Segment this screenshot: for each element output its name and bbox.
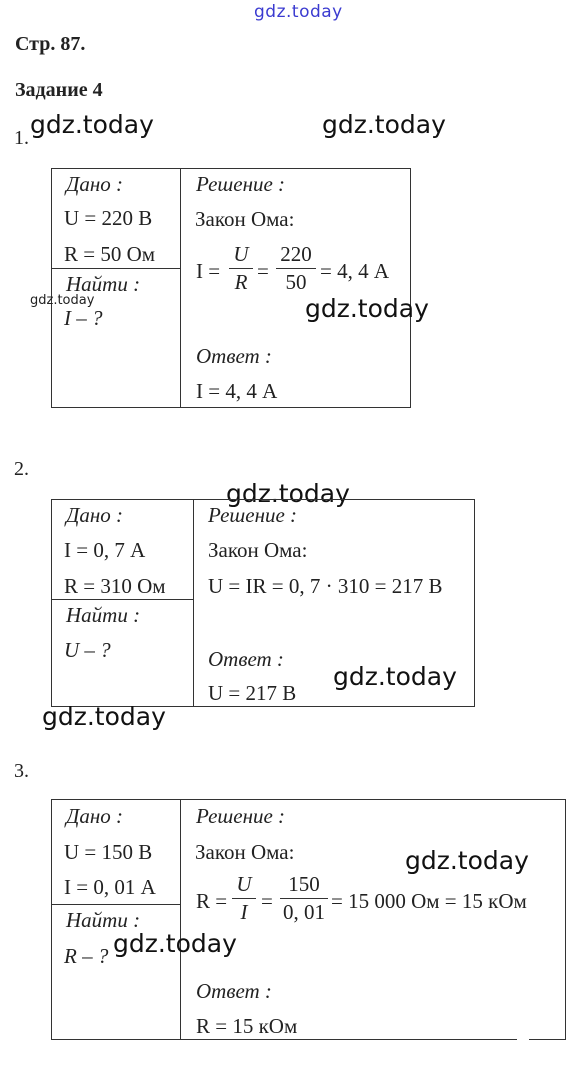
problem-3-fraction-1	[232, 872, 256, 925]
problem-3-frac2-den: 0, 01	[283, 900, 325, 924]
problem-3-bottom-line	[51, 1039, 517, 1040]
problem-2-answer-label: Ответ :	[208, 647, 284, 671]
problem-3-solution-label: Решение :	[196, 804, 286, 828]
problem-1-solution-label: Решение :	[196, 172, 286, 196]
problem-1-answer: I = 4, 4 А	[196, 379, 278, 403]
problem-2-number: 2.	[14, 458, 29, 480]
problem-3-divider	[180, 799, 181, 1040]
page-label: Стр. 87.	[15, 33, 86, 55]
problem-3-frac1-num: U	[236, 872, 252, 896]
watermark-1a: gdz.today	[30, 110, 154, 139]
problem-3-law: Закон Ома:	[195, 840, 295, 864]
problem-1-answer-label: Ответ :	[196, 344, 272, 368]
problem-2-law: Закон Ома:	[208, 538, 308, 562]
fraction-bar	[232, 898, 256, 899]
problem-1-formula-lhs: I =	[196, 259, 221, 283]
problem-3-formula-rhs: = 15 000 Ом = 15 кОм	[331, 889, 527, 913]
problem-3-number: 3.	[14, 760, 29, 782]
problem-3-find-label: Найти :	[66, 908, 141, 932]
watermark-3a: gdz.today	[405, 846, 529, 875]
problem-2-find: U – ?	[64, 638, 111, 662]
problem-3-given-divider	[51, 904, 180, 905]
problem-3-given-label: Дано :	[66, 804, 124, 828]
problem-2-divider	[193, 499, 194, 707]
problem-2-given-divider	[51, 599, 193, 600]
problem-3-given-1: U = 150 В	[64, 840, 153, 864]
problem-1-number: 1.	[14, 127, 29, 149]
problem-3-frac2-num: 150	[288, 872, 320, 896]
fraction-bar	[280, 898, 328, 899]
problem-3-find: R – ?	[64, 944, 109, 968]
watermark-top: gdz.today	[254, 2, 343, 22]
problem-1-frac2-den: 50	[285, 270, 307, 294]
problem-2-given-2: R = 310 Ом	[64, 574, 166, 598]
watermark-2b: gdz.today	[333, 662, 457, 691]
problem-2-solution-label: Решение :	[208, 503, 298, 527]
task-label: Задание 4	[15, 79, 103, 101]
problem-1-fraction-2	[276, 242, 316, 295]
problem-3-formula-lhs: R =	[196, 889, 228, 913]
problem-2-formula: U = IR = 0, 7 · 310 = 217 В	[208, 574, 443, 598]
problem-1-given-2: R = 50 Ом	[64, 242, 156, 266]
watermark-1b: gdz.today	[322, 110, 446, 139]
problem-1-divider	[180, 168, 181, 408]
fraction-bar	[229, 268, 253, 269]
problem-1-given-label: Дано :	[66, 172, 124, 196]
watermark-2a: gdz.today	[226, 479, 350, 508]
problem-3-answer-label: Ответ :	[196, 979, 272, 1003]
problem-1-formula-rhs: = 4, 4 А	[320, 259, 390, 283]
problem-2-find-label: Найти :	[66, 603, 141, 627]
problem-1-frac1-num: U	[233, 242, 249, 266]
problem-2-given-1: I = 0, 7 А	[64, 538, 146, 562]
problem-1-given-1: U = 220 В	[64, 206, 153, 230]
watermark-1d: gdz.today	[305, 294, 429, 323]
problem-1-given-divider	[51, 268, 180, 269]
problem-1-law: Закон Ома:	[195, 207, 295, 231]
problem-3-frac1-den: I	[240, 900, 248, 924]
problem-3-fraction-2	[280, 872, 328, 925]
problem-1-find: I – ?	[64, 306, 103, 330]
problem-3-eq: =	[261, 889, 273, 913]
problem-1-frac1-den: R	[234, 270, 248, 294]
problem-1-fraction-1	[229, 242, 253, 295]
problem-3-answer: R = 15 кОм	[196, 1014, 298, 1038]
fraction-bar	[276, 268, 316, 269]
watermark-1c: gdz.today	[30, 293, 95, 308]
watermark-2c: gdz.today	[42, 702, 166, 731]
problem-3-given-2: I = 0, 01 А	[64, 875, 156, 899]
watermark-3b: gdz.today	[113, 929, 237, 958]
problem-2-given-label: Дано :	[66, 503, 124, 527]
problem-1-eq: =	[257, 259, 269, 283]
problem-3-bottom-line-end	[529, 1039, 566, 1040]
problem-1-find-label: Найти :	[66, 272, 141, 296]
problem-2-answer: U = 217 В	[208, 681, 297, 705]
problem-1-frac2-num: 220	[280, 242, 312, 266]
